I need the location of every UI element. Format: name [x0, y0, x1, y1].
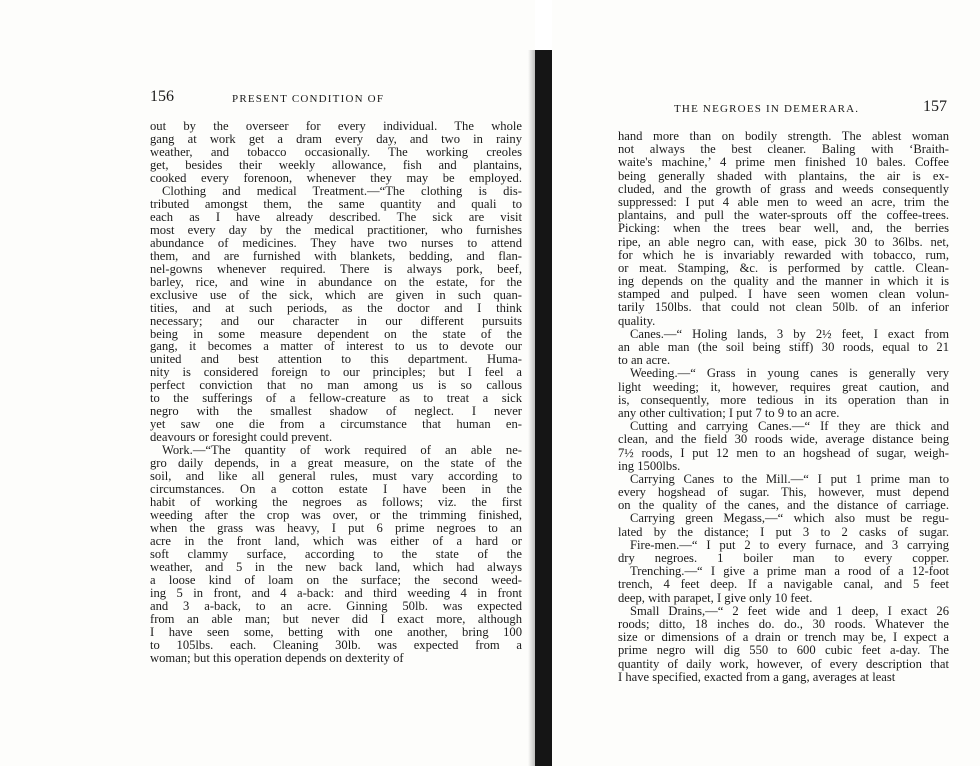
text-line: weather, and tobacco occasionally. The working creoles: [150, 144, 522, 159]
text-line: barley, rice, and wine in abundance on the estate, for the: [150, 274, 522, 289]
right-running-head: THE NEGROES IN DEMERARA.: [674, 103, 860, 115]
text-line: gang at work get a dram every day, and two in rainy: [150, 131, 522, 146]
text-line: Carrying green Megass,—“ which also must be regu-: [630, 511, 949, 526]
text-line: tarily 150lbs. that could not clean 50lb. of an inferior: [618, 300, 949, 315]
text-line: Fire-men.—“ I put 2 to every furnace, and 3 carrying: [630, 537, 949, 552]
text-line: cooked every forenoon, whenever they may be employed.: [150, 170, 522, 185]
text-line: an able man (the soil being stiff) 30 roods, equal to 21: [618, 340, 949, 354]
text-line: tributed amongst them, the same quantity and quali to: [150, 196, 522, 211]
text-line: soil, and like all general rules, must vary according to: [150, 469, 522, 484]
text-line: Small Drains,—“ 2 feet wide and 1 deep, I exact 26: [630, 603, 949, 618]
text-line: plantains, and pull the water-sprouts off the coffee-trees.: [618, 208, 949, 223]
text-line: a loose kind of loam on the surface; the second weed-: [150, 572, 522, 587]
text-line: circumstances. On a cotton estate I have been in the: [150, 482, 522, 497]
text-line: nel-gowns whenever required. There is always pork, beef,: [150, 261, 522, 276]
text-line: any other cultivation; I put 7 to 9 to an acre.: [618, 405, 840, 420]
text-line: being generally shaded with plantains, the air is ex-: [618, 168, 949, 183]
text-line: weeding after the crop was over, or the trimming finished,: [150, 508, 522, 523]
text-line: soft clammy surface, according to the state of the: [150, 546, 522, 561]
text-line: deavours or foresight could prevent.: [150, 430, 333, 445]
text-line: abundance of medicines. They have two nurses to attend: [150, 235, 522, 250]
text-line: when the grass was heavy, I put 6 prime negroes to an: [150, 521, 522, 536]
text-line: Work.—“The quantity of work required of an able ne-: [162, 443, 522, 458]
text-line: quality.: [618, 313, 656, 328]
text-line: stamped and pulped. I have seen women clean volun-: [618, 287, 949, 302]
text-line: prime negro will dig 550 to 600 cubic feet a-day. The: [618, 643, 949, 658]
text-line: habit of working the negroes as follows; viz. the first: [150, 495, 522, 510]
text-line: negro with the smallest shadow of neglect. I never: [150, 404, 522, 419]
text-line: on the quality of the canes, and the distance of carriage.: [618, 498, 949, 513]
text-line: from an able man; but never did I exact more, although: [150, 611, 522, 626]
text-line: them, and are furnished with blankets, bedding, and flan-: [150, 248, 522, 263]
text-line: weather, and 5 in the new back land, which had always: [150, 559, 522, 574]
text-line: woman; but this operation depends on dexterity of: [150, 650, 404, 665]
text-line: yet saw one die from a circumstance that human en-: [150, 417, 522, 432]
book-gutter: [535, 50, 552, 766]
text-line: dry negroes. 1 boiler man to every copper.: [618, 551, 949, 565]
text-line: ing depends on the quality and the manner in which it is: [618, 274, 949, 289]
text-line: deep, with parapet, I give only 10 feet.: [618, 590, 813, 605]
text-line: suppressed: I put 4 able men to weed an acre, trim the: [618, 194, 949, 209]
text-line: hand more than on bodily strength. The ablest woman: [618, 129, 949, 143]
text-line: size or dimensions of a drain or trench may be, I expect a: [618, 630, 949, 645]
text-line: united and best attention to this department. Huma-: [150, 352, 522, 367]
right-page-number: 157: [923, 98, 947, 115]
text-line: Weeding.—“ Grass in young canes is generally very: [630, 366, 949, 381]
text-line: to an acre.: [618, 353, 671, 368]
text-line: and 3 a-back, to an acre. Ginning 50lb. was expected: [150, 598, 522, 613]
text-line: nity is considered foreign to our principles; but I feel a: [150, 365, 522, 380]
text-line: clean, and the field 30 roods wide, average distance being: [618, 432, 949, 447]
left-page-text: [150, 120, 522, 665]
text-line: I have specified, exacted from a gang, averages at least: [618, 669, 896, 684]
gutter-shadow: [528, 50, 535, 766]
text-line: to 105lbs. each. Cleaning 30lb. was expected from a: [150, 637, 522, 652]
text-line: Carrying Canes to the Mill.—“ I put 1 prime man to: [630, 471, 949, 486]
text-line: to the sufferings of a fellow-creature as to treat a sick: [150, 391, 522, 406]
text-line: Clothing and medical Treatment.—“The clothing is dis-: [162, 183, 522, 198]
left-running-head: PRESENT CONDITION OF: [232, 93, 385, 105]
text-line: light weeding; it, however, requires great caution, and: [618, 379, 949, 394]
text-line: for which he is invariably rewarded with tobacco, rum,: [618, 247, 949, 262]
text-line: not always the best cleaner. Baling with ‘Braith-: [618, 142, 949, 157]
text-line: necessary; and our character in our different pursuits: [150, 313, 522, 328]
text-line: is, consequently, more tedious in its operation than in: [618, 392, 949, 407]
text-line: roods; ditto, 18 inches do. do., 30 roods. Whatever the: [618, 616, 949, 631]
text-line: trench, 4 feet deep. If a navigable canal, and 5 feet: [618, 577, 949, 592]
text-line: gang, it becomes a matter of interest to us to devote our: [150, 339, 522, 354]
text-line: most every day by the medical practitioner, who furnishes: [150, 222, 522, 237]
text-line: perfect conviction that no man among us is so callous: [150, 378, 522, 393]
text-line: Cutting and carrying Canes.—“ If they are thick and: [630, 419, 949, 434]
text-line: 7½ roods, I put 12 men to an hogshead of sugar, weigh-: [618, 445, 949, 460]
text-line: get, besides their weekly allowance, fish and plantains,: [150, 157, 522, 172]
text-line: Trenching.—“ I give a prime man a rood of a 12-foot: [630, 564, 949, 579]
text-line: being in some measure dependent on the state of the: [150, 326, 522, 341]
text-line: or meat. Stamping, &c. is performed by cattle. Clean-: [618, 260, 949, 275]
text-line: quantity of daily work, however, of every description that: [618, 656, 949, 671]
text-line: out by the overseer for every individual. The whole: [150, 119, 522, 133]
text-line: each as I have already described. The sick are visit: [150, 209, 522, 224]
text-line: ing 5 in front, and 4 a-back: and third weeding 4 in front: [150, 585, 522, 600]
text-line: exclusive use of the sick, which are given in such quan-: [150, 287, 522, 302]
text-line: cluded, and the growth of grass and weeds consequently: [618, 181, 949, 196]
text-line: acre in the front land, which was either of a hard or: [150, 534, 522, 548]
right-page-text: [618, 130, 949, 684]
text-line: tities, and at such periods, as the doctor and I think: [150, 300, 522, 315]
text-line: ing 1500lbs.: [618, 458, 681, 473]
text-line: Picking: when the trees bear well, and, the berries: [618, 221, 949, 236]
text-line: ripe, an able negro can, with ease, pick 30 to 36lbs. net,: [618, 234, 949, 249]
text-line: gro daily depends, in a great measure, on the state of the: [150, 456, 522, 471]
text-line: lated by the distance; I put 3 to 2 casks of sugar.: [618, 524, 949, 539]
text-line: every hogshead of sugar. This, however, must depend: [618, 485, 949, 500]
text-line: I have seen some, betting with one another, bring 100: [150, 624, 522, 639]
text-line: Canes.—“ Holing lands, 3 by 2½ feet, I exact from: [630, 326, 949, 341]
left-page-number: 156: [150, 88, 174, 105]
text-line: waite's machine,’ 4 prime men finished 10 bales. Coffee: [618, 155, 949, 170]
